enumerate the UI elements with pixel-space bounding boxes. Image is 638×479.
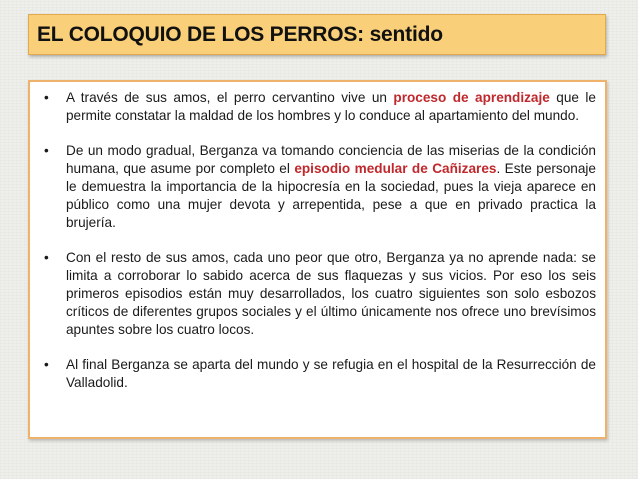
slide-title: EL COLOQUIO DE LOS PERROS: sentido [37, 22, 443, 46]
bullet-1-text: A través de sus amos, el perro cervantino vive un [66, 90, 394, 105]
bullet-2-highlight: episodio medular de Cañizares [294, 161, 497, 176]
bullet-2-text: De un modo gradual, Berganza va tomando conciencia de las miserias de la condición humana, que asume por completo el [66, 143, 596, 176]
bullet-icon: • [44, 143, 49, 158]
bullet-1-highlight: proceso de aprendizaje [393, 90, 550, 105]
bullet-icon: • [44, 90, 49, 105]
bullet-item-3 [40, 249, 596, 339]
bullet-icon: • [44, 250, 49, 265]
bullet-4-text: Al final Berganza se aparta del mundo y se refugia en el hospital de la Resurrección de Valladolid. [66, 357, 596, 390]
bullet-icon: • [44, 357, 49, 372]
bullet-3-text: Con el resto de sus amos, cada uno peor que otro, Berganza ya no aprende nada: se limita a corroborar lo sabido acerca de sus flaquezas y sus vicios. Por eso los seis primeros episodios están muy desarrollados, los cuatro siguientes son solo esbozos críticos de diferentes grupos sociales y el último únicamente nos ofrece uno brevísimos apuntes sobre los cuatro locos. [66, 250, 596, 337]
slide-title-box [28, 14, 606, 55]
bullet-item-4 [40, 356, 596, 392]
bullet-2-text-end: . Este personaje le demuestra la importancia de la hipocresía en la sociedad, pues la vieja aparece en público como una mujer devota y arrepentida, pese a que en privado practica la brujería. [66, 161, 596, 230]
bullet-item-2 [40, 142, 596, 232]
bullet-list [40, 89, 596, 392]
bullet-item-1 [40, 89, 596, 125]
content-box [28, 80, 607, 439]
bullet-1-text-end: que le permite constatar la maldad de los hombres y lo conduce al apartamiento del mundo. [66, 90, 596, 123]
